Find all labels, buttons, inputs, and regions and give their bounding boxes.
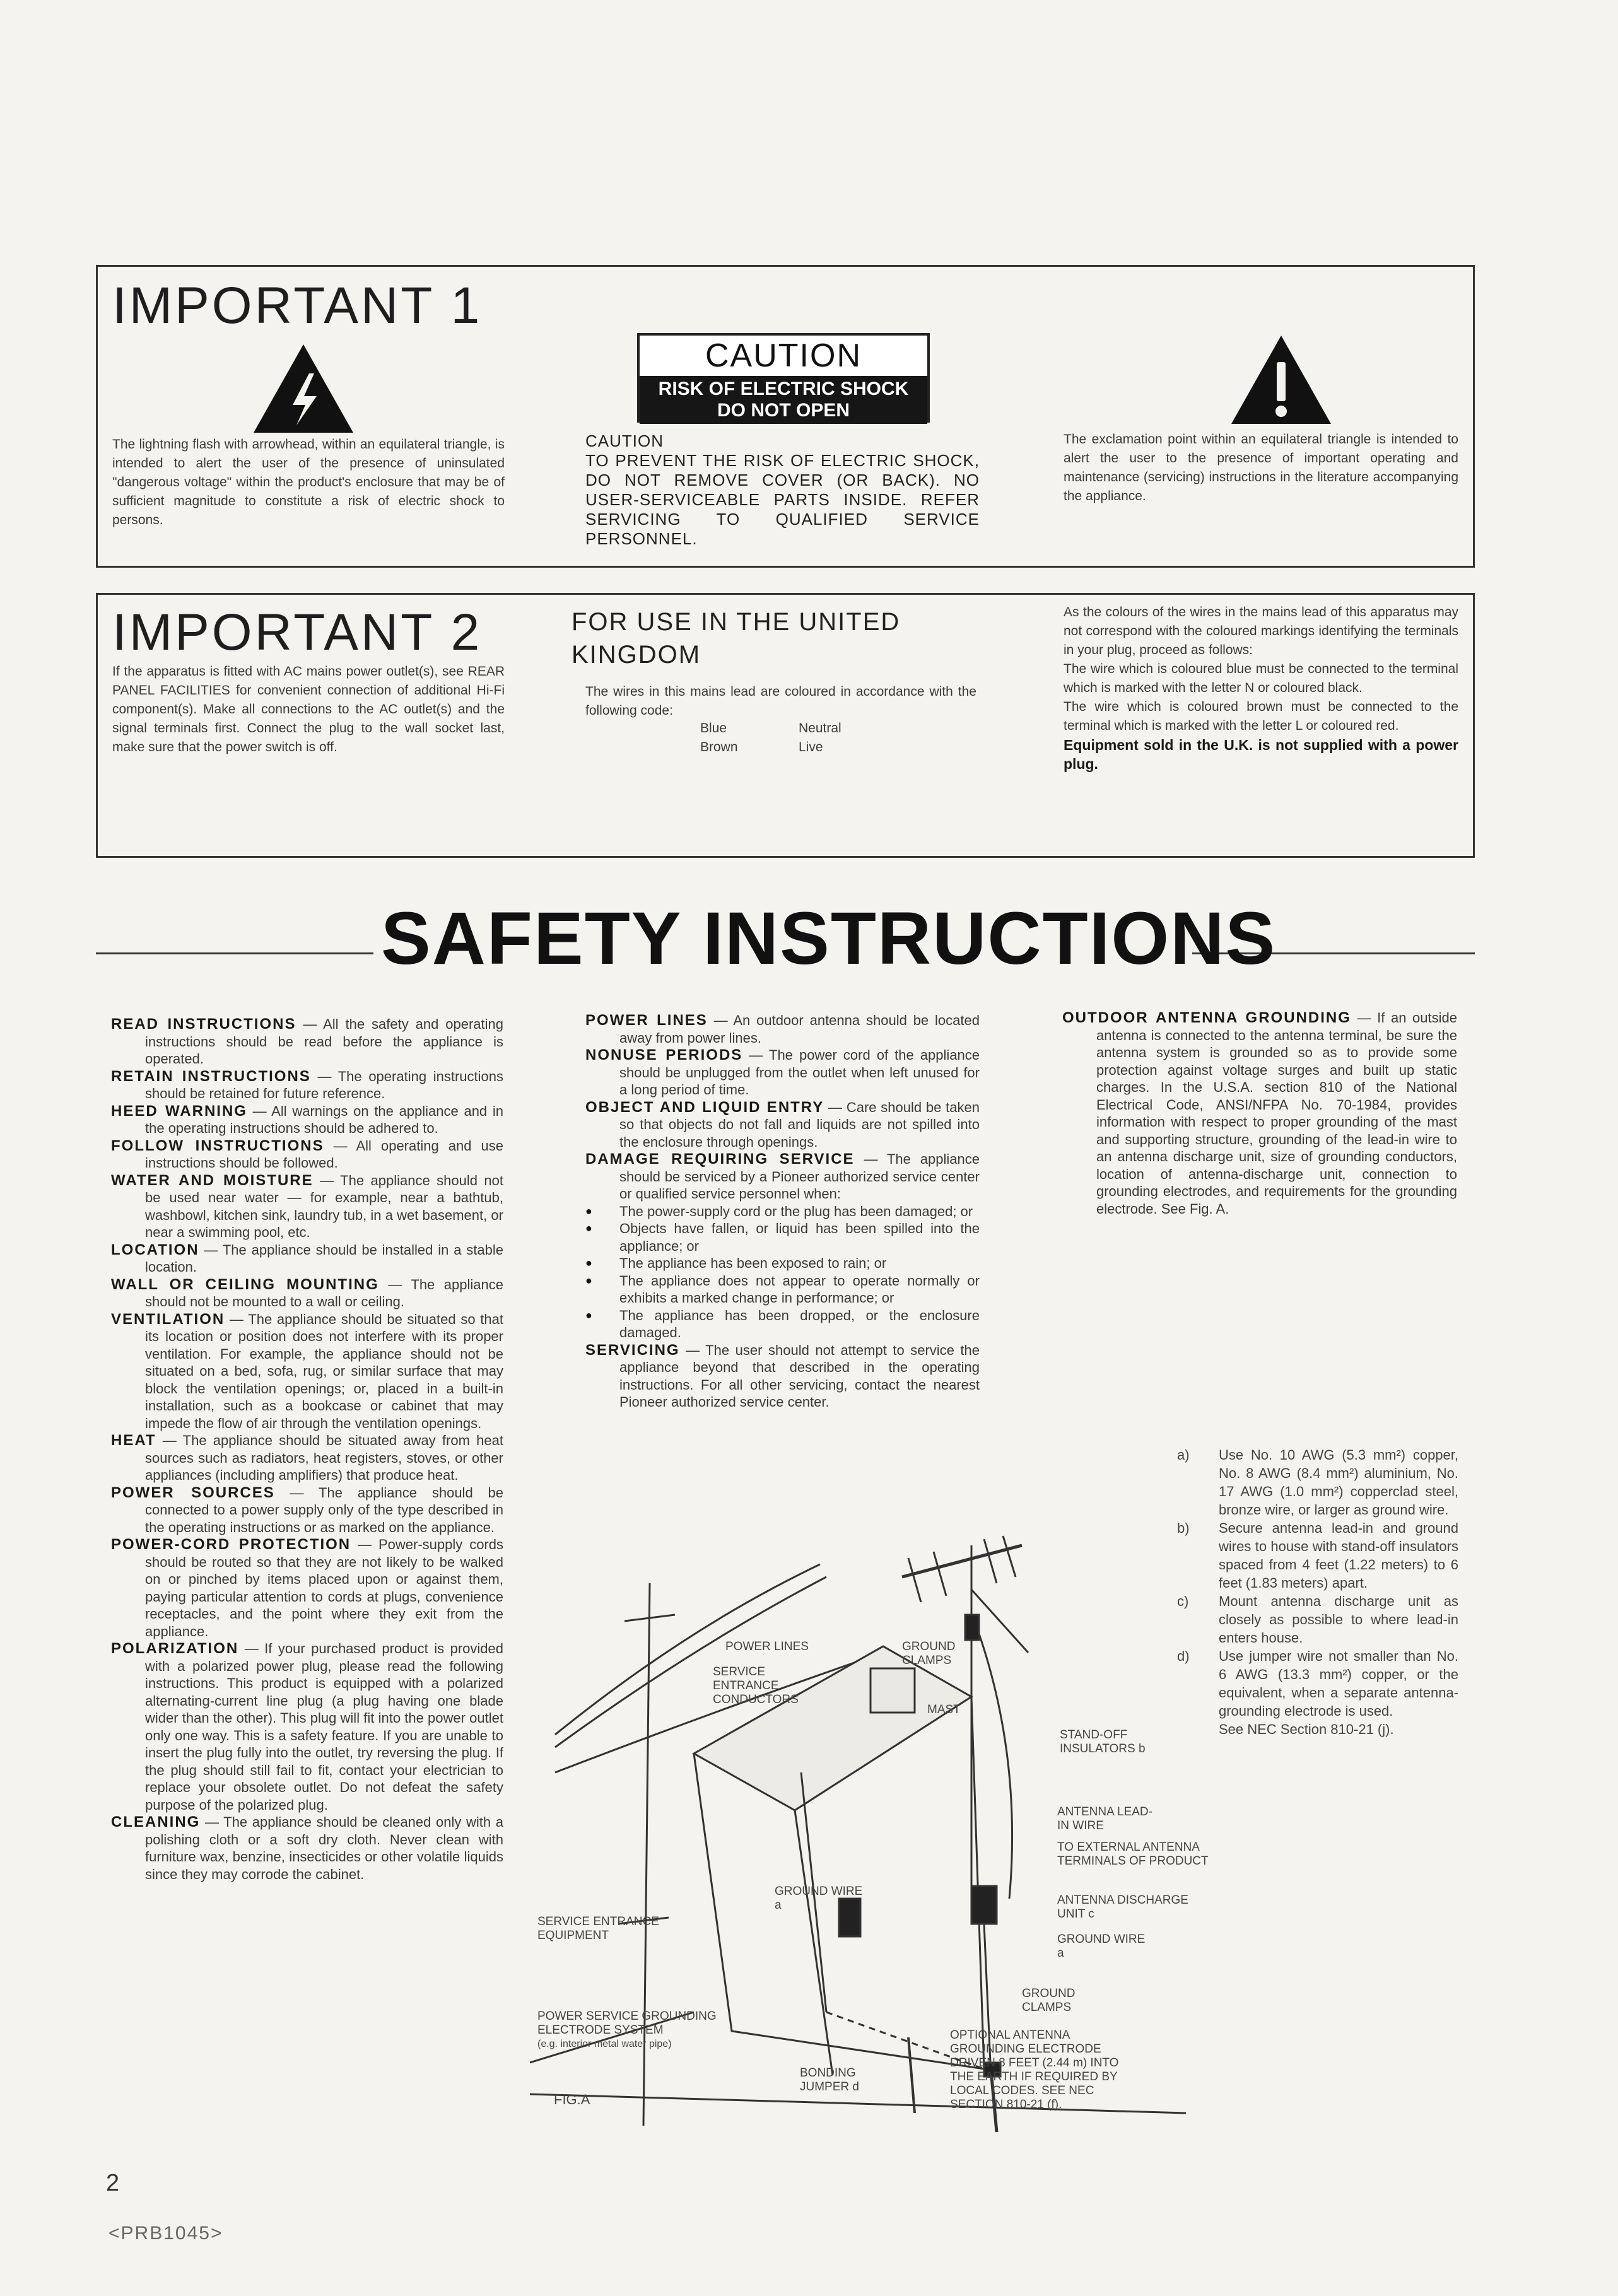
- label-antenna-lead-in: ANTENNA LEAD-IN WIRE: [1057, 1805, 1152, 1832]
- safety-item: READ INSTRUCTIONS — All the safety and operating instructions should be read before the appliance is operated.: [111, 1016, 503, 1067]
- safety-item: VENTILATION — The appliance should be situated so that its location or position does not interfere with its proper ventilation. For example, the appliance should not be situated on a bed, sofa, rug, or similar surface that may block the ventilation openings; or, placed in a built-in installation, such as a bookcase or cabinet that may impede the flow of air through the ventilation openings.: [111, 1310, 503, 1431]
- safety-item: POWER SOURCES — The appliance should be connected to a power supply only of the type described in the operating instructions or as marked on the appliance.: [111, 1484, 503, 1535]
- important-1-title: IMPORTANT 1: [112, 277, 483, 334]
- label-service-entrance-conductors: SERVICE ENTRANCE CONDUCTORS: [713, 1665, 799, 1706]
- label-ground-clamps-lower: GROUND CLAMPS: [1022, 1987, 1076, 2014]
- label-mast: MAST: [927, 1703, 961, 1716]
- safety-column-3: [1062, 1009, 1457, 1217]
- label-ground-wire: GROUND WIRE a: [1057, 1933, 1146, 1960]
- exclamation-warning-icon: [1229, 333, 1334, 426]
- caution-label-band: [640, 376, 927, 424]
- exclamation-warning-text: The exclamation point within an equilateral triangle is intended to alert the user to the presence of important operating and maintenance (servicing) instructions in the literature accompanying the appliance.: [1064, 432, 1458, 503]
- footer-code: <PRB1045>: [108, 2223, 223, 2244]
- safety-item: FOLLOW INSTRUCTIONS — All operating and use instructions should be followed.: [111, 1137, 503, 1171]
- important-2-title: IMPORTANT 2: [112, 604, 483, 661]
- safety-item: HEED WARNING — All warnings on the appliance and in the operating instructions should be adhered to.: [111, 1102, 504, 1136]
- important-2-text: If the apparatus is fitted with AC mains power outlet(s), see REAR PANEL FACILITIES for convenient connection of additional Hi-Fi component(s). Make all connections to the AC outlet(s) and the signal terminals first. Connect the plug to the wall socket last, make sure that the power switch is off.: [112, 664, 505, 754]
- label-to-terminals: TO EXTERNAL ANTENNA TERMINALS OF PRODUCT: [1057, 1841, 1209, 1868]
- uk-wire-text: The wires in this mains lead are coloured in accordance with the following code:: [585, 684, 976, 718]
- safety-item: NONUSE PERIODS — The power cord of the appliance should be unplugged from the outlet when left unused for a long period of time.: [585, 1046, 980, 1098]
- wiring-para-2: The wire which is coloured blue must be connected to the terminal which is marked with the letter N or coloured black.: [1064, 662, 1458, 695]
- wire-meaning: Neutral: [799, 721, 841, 735]
- label-ground-clamps: GROUND CLAMPS: [902, 1640, 956, 1667]
- safety-item: POWER LINES — An outdoor antenna should be located away from power lines.: [585, 1012, 980, 1046]
- label-discharge-unit: ANTENNA DISCHARGE UNIT c: [1057, 1894, 1188, 1921]
- safety-item: WATER AND MOISTURE — The appliance should not be used near water — for example, near a bathtub, washbowl, kitchen sink, laundry tub, in a wet basement, or near a swimming pool, etc.: [111, 1171, 503, 1240]
- page-number: 2: [106, 2170, 120, 2196]
- label-ground-wire-upper: GROUND WIRE a: [775, 1885, 863, 1912]
- power-service-subtext: (e.g. interior metal water pipe): [537, 2039, 672, 2049]
- wire-code-table: [700, 719, 927, 757]
- caution-text: TO PREVENT THE RISK OF ELECTRIC SHOCK, DO NOT REMOVE COVER (OR BACK). NO USER-SERVICEABLE PARTS INSIDE. REFER SERVICING TO QUALIFIED SERVICE PERSONNEL.: [585, 451, 980, 548]
- no-plug-notice: Equipment sold in the U.K. is not supplied with a power plug.: [1064, 737, 1458, 772]
- lightning-warning-icon: [251, 342, 356, 435]
- caution-label: [637, 333, 930, 423]
- caution-label-heading: CAUTION: [705, 337, 862, 374]
- safety-item: POLARIZATION — If your purchased product is provided with a polarized power plug, please read the following instructions. This product is equipped with a polarized alternating-current line plug (a plug having one blade wider than the other). This plug will fit into the power outlet only one way. This is a safety feature. If you are unable to insert the plug fully into the outlet, try reversing the plug. If the plug should still fail to fit, contact your electrician to replace your obsolete outlet. Do not defeat the safety purpose of the polarized plug.: [111, 1640, 503, 1813]
- grounding-note: c) Mount antenna discharge unit as closely as possible to where lead-in enters house.: [1177, 1593, 1458, 1646]
- safety-item: WALL OR CEILING MOUNTING — The appliance should not be mounted to a wall or ceiling.: [111, 1275, 503, 1309]
- safety-item: OUTDOOR ANTENNA GROUNDING — If an outside antenna is connected to the antenna terminal, be sure the antenna system is grounded so as to provide some protection against voltage surges and built up static charges. In the U.S.A. section 810 of the National Electrical Code, ANSI/NFPA No. 70-1984, provides information with respect to proper grounding of the mast and supporting structure, grounding of the lead-in wire to an antenna discharge unit, size of grounding conductors, location of antenna-discharge unit, connection to grounding electrodes, and requirements for the grounding electrode. See Fig. A.: [1062, 1009, 1457, 1217]
- grounding-note: a) Use No. 10 AWG (5.3 mm²) copper, No. 8 AWG (8.4 mm²) aluminium, No. 17 AWG (1.0 mm²) copperclad steel, bronze wire, or larger as ground wire.: [1177, 1447, 1458, 1518]
- caution-band-line-1: RISK OF ELECTRIC SHOCK: [658, 378, 909, 399]
- label-bonding-jumper: BONDING JUMPER d: [800, 2066, 859, 2094]
- label-service-entrance-equipment: SERVICE ENTRANCE EQUIPMENT: [537, 1915, 659, 1942]
- wire-colour: Blue: [700, 721, 727, 735]
- label-power-lines: POWER LINES: [725, 1640, 809, 1653]
- wiring-para-1: As the colours of the wires in the mains lead of this apparatus may not correspond with the coloured markings identifying the terminals in your plug, proceed as follows:: [1064, 605, 1458, 657]
- label-optional-electrode: OPTIONAL ANTENNA GROUNDING ELECTRODE DRIVEN 8 FEET (2.44 m) INTO THE EARTH IF REQUIRED BY LOCAL CODES. SEE NEC SECTION 810-21 (f).: [950, 2029, 1119, 2111]
- safety-item: POWER-CORD PROTECTION — Power-supply cords should be routed so that they are not likely to be walked on or pinched by items placed upon or against them, paying particular attention to cords at plugs, convenience receptacles, and the point where they exit from the appliance.: [111, 1536, 503, 1639]
- safety-item: LOCATION — The appliance should be installed in a stable location.: [111, 1241, 503, 1275]
- caution-band-line-2: DO NOT OPEN: [717, 400, 850, 421]
- wire-meaning: Live: [799, 740, 823, 754]
- safety-item: SERVICING — The user should not attempt to service the appliance beyond that described in the operating instructions. For all other servicing, contact the nearest Pioneer authorized service center.: [585, 1341, 980, 1410]
- damage-bullet: ● The appliance has been exposed to rain; or: [585, 1255, 980, 1272]
- safety-rule-left: [96, 952, 373, 954]
- lightning-warning-text: The lightning flash with arrowhead, within an equilateral triangle, is intended to alert the user of the presence of uninsulated "dangerous voltage" within the product's enclosure that may be of sufficient magnitude to constitute a risk of electric shock to persons.: [112, 437, 505, 527]
- power-service-text: POWER SERVICE GROUNDING ELECTRODE SYSTEM: [537, 2010, 717, 2037]
- safety-item: RETAIN INSTRUCTIONS — The operating instructions should be retained for future reference.: [111, 1067, 503, 1101]
- caution-heading: CAUTION: [585, 431, 664, 450]
- safety-column-1: [111, 1016, 503, 1883]
- label-standoff-insulators: STAND-OFF INSULATORS b: [1060, 1728, 1146, 1755]
- safety-instructions-title: SAFETY INSTRUCTIONS: [381, 897, 1277, 980]
- wiring-para-3: The wire which is coloured brown must be connected to the terminal which is marked with the letter L or coloured red.: [1064, 700, 1458, 733]
- safety-item: OBJECT AND LIQUID ENTRY — Care should be taken so that objects do not fall and liquids are not spilled into the enclosure through openings.: [585, 1098, 980, 1150]
- damage-bullet: ● The appliance does not appear to operate normally or exhibits a marked change in performance; or: [585, 1272, 980, 1307]
- figure-caption: FIG.A: [554, 2092, 590, 2107]
- safety-item: HEAT — The appliance should be situated away from heat sources such as radiators, heat registers, stoves, or other appliances (including amplifiers) that produce heat.: [111, 1432, 503, 1483]
- safety-column-2: [585, 1012, 980, 1411]
- wire-code-row: [700, 719, 927, 738]
- damage-bullet: ● The power-supply cord or the plug has been damaged; or: [585, 1203, 980, 1221]
- safety-item: CLEANING — The appliance should be cleaned only with a polishing cloth or a soft dry cloth. Never clean with furniture wax, benzine, insecticides or other volatile liquids since they may corrode the cabinet.: [111, 1813, 503, 1882]
- uk-wiring-instructions: [1064, 603, 1458, 773]
- label-power-service: [537, 2010, 746, 2051]
- damage-bullet: ● Objects have fallen, or liquid has been spilled into the appliance; or: [585, 1220, 980, 1255]
- wire-colour: Brown: [700, 740, 738, 754]
- uk-heading: FOR USE IN THE UNITED KINGDOM: [572, 608, 901, 669]
- damage-bullet: ● The appliance has been dropped, or the enclosure damaged.: [585, 1307, 980, 1342]
- nec-reference: See NEC Section 810-21 (j).: [1219, 1721, 1394, 1737]
- wire-code-row: [700, 738, 927, 757]
- grounding-note: b) Secure antenna lead-in and ground wires to house with stand-off insulators spaced from 4 feet (1.22 meters) to 6 feet (1.83 meters) apart.: [1177, 1520, 1458, 1591]
- safety-item: DAMAGE REQUIRING SERVICE — The appliance should be serviced by a Pioneer authorized service center or qualified service personnel when:: [585, 1151, 980, 1202]
- grounding-notes: [1177, 1446, 1458, 1738]
- grounding-note: d) Use jumper wire not smaller than No. 6 AWG (13.3 mm²) copper, or the equivalent, when a separate antenna-grounding electrode is used.: [1177, 1648, 1458, 1719]
